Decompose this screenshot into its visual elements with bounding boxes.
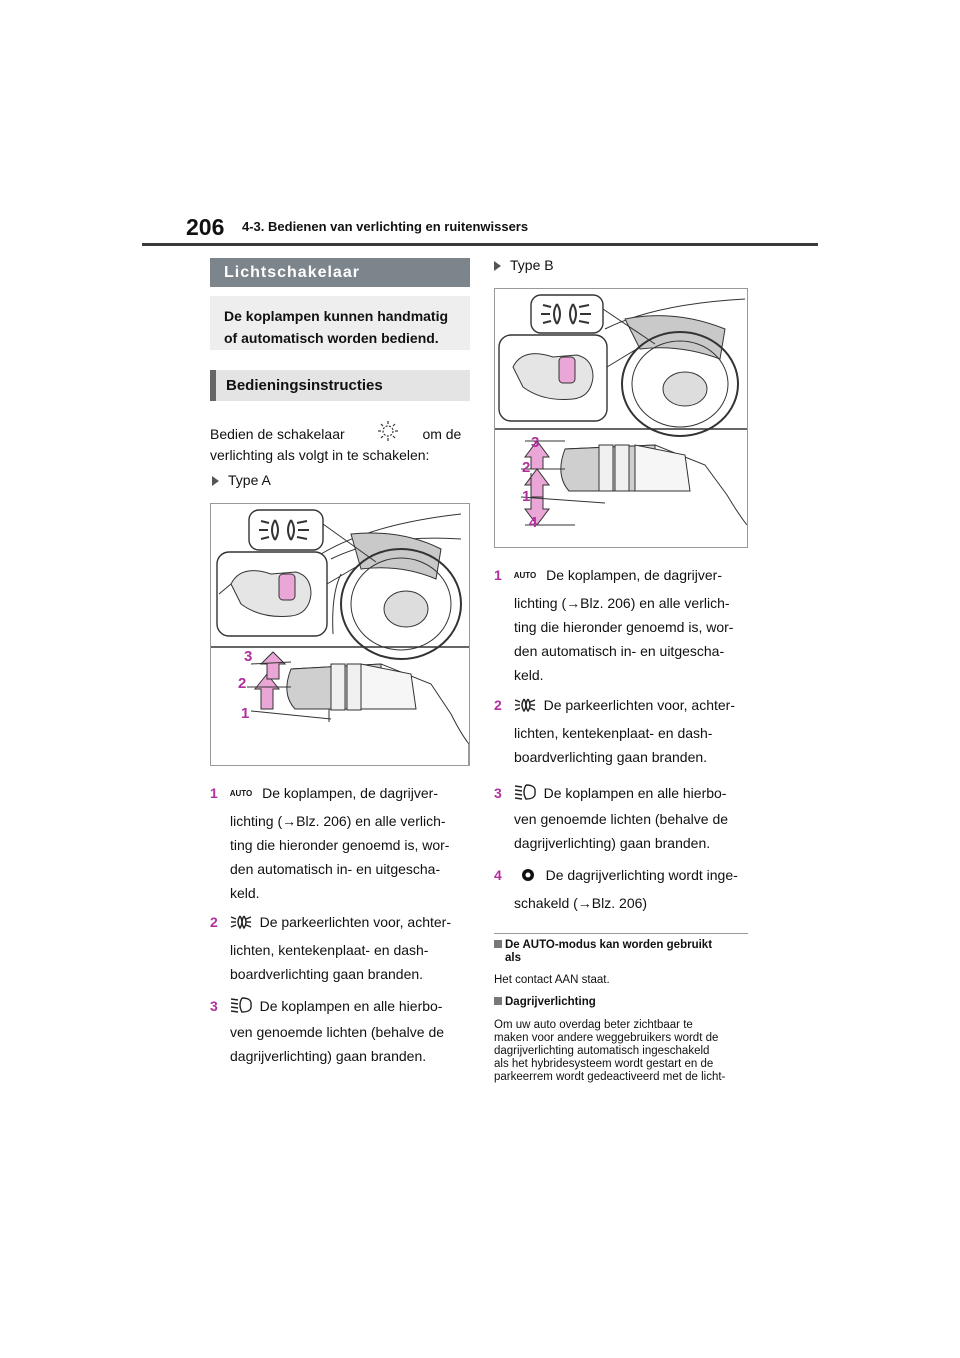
item-line: De koplampen, de dagrijver- [262, 785, 438, 801]
intro-line-2: verlichting als volgt in te schakelen: [210, 447, 430, 463]
intro-line-1 [210, 420, 461, 445]
figure-b-label: 3 [531, 434, 540, 451]
item-line: dagrijverlichting) gaan branden. [514, 835, 711, 851]
intro-note-box [210, 296, 470, 350]
headlight-icon [514, 783, 536, 804]
note-body-line: parkeerrem wordt gedeactiveerd met de licht- [494, 1071, 726, 1083]
figure-a-label: 1 [241, 705, 250, 722]
light-switch-icon [375, 420, 401, 445]
figure-type-b [494, 288, 748, 548]
item-number: 2 [494, 697, 502, 713]
item-first-line [210, 914, 451, 933]
intro-text: Bedien de schakelaar [210, 426, 345, 442]
item-line: keld. [514, 667, 544, 683]
note-body-line: maken voor andere weggebruikers wordt de [494, 1032, 719, 1044]
page-number: 206 [186, 214, 225, 240]
note-line: De koplampen kunnen handmatig [224, 308, 449, 324]
item-line: De parkeerlichten voor, achter- [543, 697, 736, 713]
type-a-text: Type A [228, 472, 271, 488]
item-line: De dagrijverlichting wordt inge- [545, 867, 738, 883]
note-title-line: Dagrijverlichting [505, 996, 596, 1008]
item-line: lichting (→Blz. 206) en alle verlich- [230, 813, 446, 829]
item-line: lichten, kentekenplaat- en dash- [230, 942, 429, 958]
item-line: lichten, kentekenplaat- en dash- [514, 725, 713, 741]
auto-icon: AUTO [513, 571, 537, 580]
headlight-icon [230, 996, 252, 1017]
figure-a-label: 2 [238, 675, 247, 692]
item-line: schakeld (→Blz. 206) [514, 895, 648, 911]
item-line: De parkeerlichten voor, achter- [259, 914, 452, 930]
figure-type-b-drawing [495, 289, 747, 547]
item-line: De koplampen en alle hierbo- [543, 785, 727, 801]
type-b-text: Type B [510, 257, 554, 273]
note-drl-body [494, 1019, 725, 1084]
heading-bedieningsinstructies: Bedieningsinstructies [210, 370, 470, 401]
item-first-line [494, 867, 738, 886]
item-line: De koplampen en alle hierbo- [259, 998, 443, 1014]
item-number: 3 [210, 998, 218, 1014]
item-first-line [210, 996, 442, 1017]
note-body-line: Om uw auto overdag beter zichtbaar te [494, 1019, 693, 1031]
triangle-bullet-icon [494, 261, 501, 271]
item-line: den automatisch in- en uitgescha- [230, 861, 441, 877]
item-number: 1 [494, 567, 502, 583]
drl-icon [520, 867, 536, 886]
square-bullet-icon [494, 997, 502, 1005]
item-number: 1 [210, 785, 218, 801]
header-rule [142, 243, 818, 246]
item-line: den automatisch in- en uitgescha- [514, 643, 725, 659]
parking-light-icon [230, 914, 252, 933]
item-line: boardverlichting gaan branden. [514, 749, 708, 765]
item-number: 2 [210, 914, 218, 930]
item-line: ven genoemde lichten (behalve de [514, 811, 729, 827]
note-body-line: als het hybridesysteem wordt gestart en de [494, 1058, 714, 1070]
type-b-label [494, 257, 554, 273]
figure-type-a-drawing [211, 504, 469, 765]
note-auto-mode-title [494, 939, 712, 965]
item-line: boardverlichting gaan branden. [230, 966, 424, 982]
heading-lichtschakelaar: Lichtschakelaar [210, 258, 470, 287]
item-first-line [494, 567, 722, 583]
note-drl-title [494, 996, 596, 1009]
item-first-line [210, 785, 438, 801]
note-title-line: als [505, 952, 521, 964]
figure-a-label: 3 [244, 648, 253, 665]
section-title: 4-3. Bedienen van verlichting en ruitenwissers [242, 219, 529, 234]
figure-b-label: 4 [529, 514, 538, 531]
item-line: keld. [230, 885, 260, 901]
type-a-label [212, 472, 271, 488]
auto-icon: AUTO [229, 789, 253, 798]
note-line: of automatisch worden bediend. [224, 330, 439, 346]
note-auto-mode-body: Het contact AAN staat. [494, 974, 610, 986]
note-body-line: dagrijverlichting automatisch ingeschakeld [494, 1045, 710, 1057]
item-number: 3 [494, 785, 502, 801]
parking-light-icon [514, 697, 536, 716]
item-first-line [494, 697, 735, 716]
item-line: dagrijverlichting) gaan branden. [230, 1048, 427, 1064]
square-bullet-icon [494, 940, 502, 948]
item-line: ting die hieronder genoemd is, wor- [514, 619, 734, 635]
note-title-line: De AUTO-modus kan worden gebruikt [505, 939, 713, 951]
item-line: lichting (→Blz. 206) en alle verlich- [514, 595, 730, 611]
triangle-bullet-icon [212, 476, 219, 486]
figure-b-label: 1 [522, 488, 531, 505]
item-first-line [494, 783, 726, 804]
item-line: ting die hieronder genoemd is, wor- [230, 837, 450, 853]
notes-divider [494, 933, 748, 934]
figure-b-label: 2 [522, 459, 531, 476]
intro-text: om de [422, 426, 462, 442]
item-number: 4 [494, 867, 502, 883]
item-line: ven genoemde lichten (behalve de [230, 1024, 445, 1040]
item-line: De koplampen, de dagrijver- [546, 567, 722, 583]
figure-type-a [210, 503, 470, 766]
